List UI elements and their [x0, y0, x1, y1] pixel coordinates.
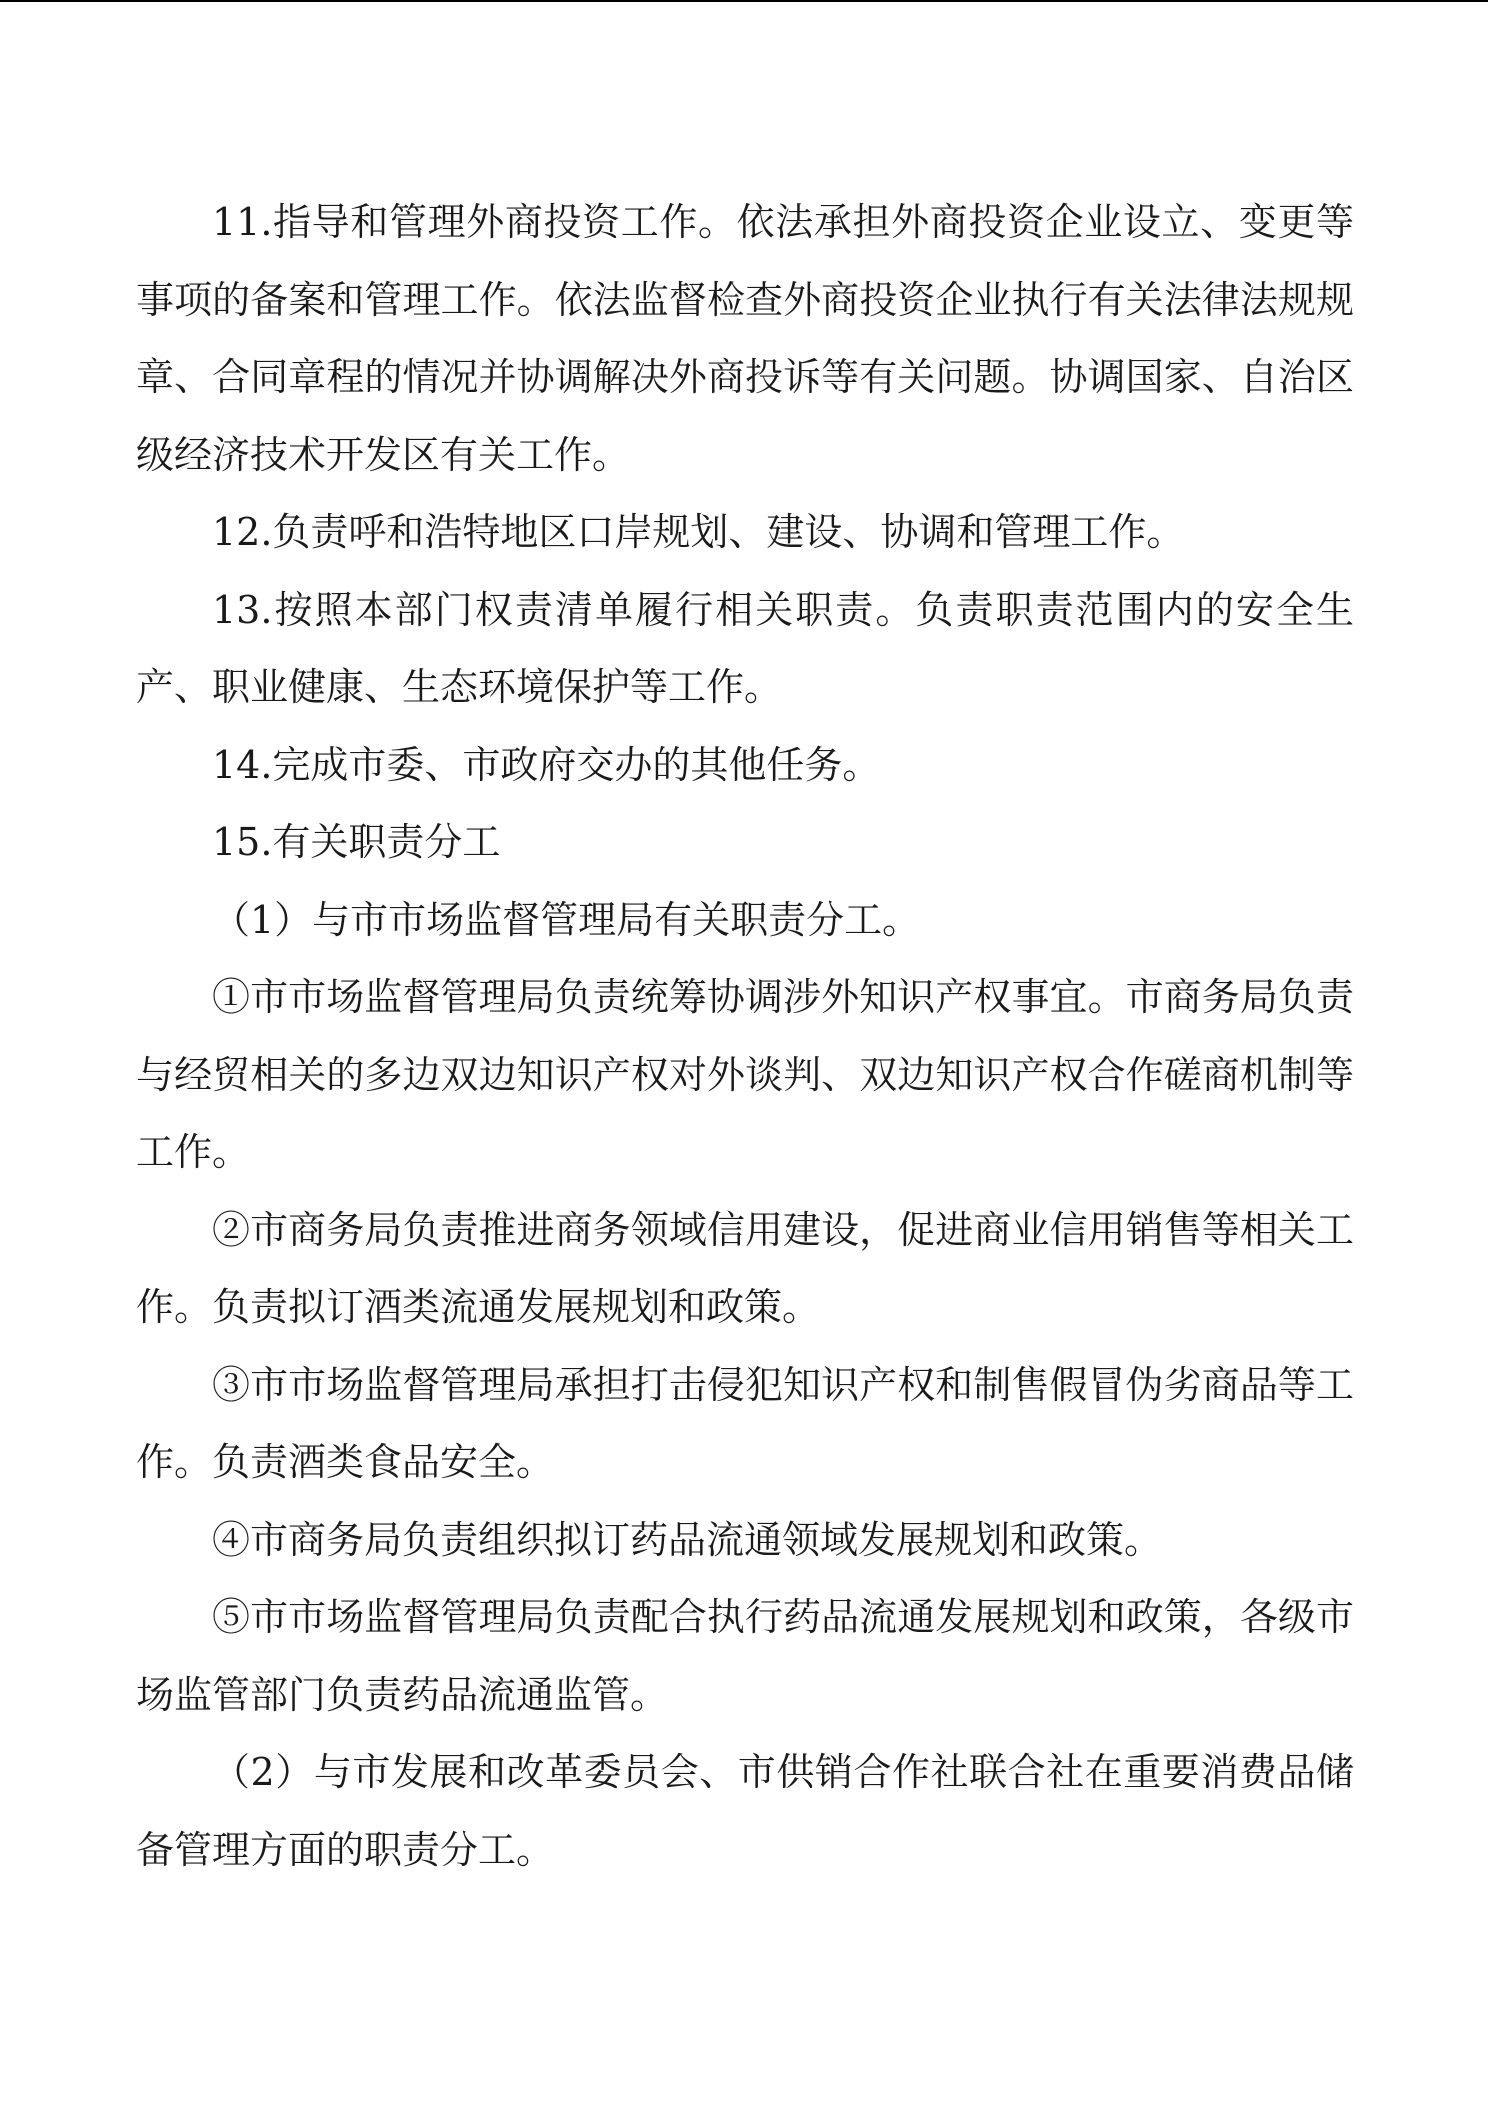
top-border-line [0, 0, 1488, 2]
paragraph-point-1: ①市市场监督管理局负责统筹协调涉外知识产权事宜。市商务局负责与经贸相关的多边双边知识产权对外谈判、双边知识产权合作磋商机制等工作。 [136, 975, 1354, 1174]
paragraph-point-5: ⑤市市场监督管理局负责配合执行药品流通发展规划和政策，各级市场监管部门负责药品流通监管。 [136, 1595, 1354, 1717]
paragraph-point-4: ④市商务局负责组织拟订药品流通领域发展规划和政策。 [212, 1517, 1163, 1562]
paragraph-item-13: 13.按照本部门权责清单履行相关职责。负责职责范围内的安全生产、职业健康、生态环境保护等工作。 [136, 587, 1354, 709]
document-body [136, 184, 1354, 1889]
paragraph-point-2: ②市商务局负责推进商务领域信用建设，促进商业信用销售等相关工作。负责拟订酒类流通发展规划和政策。 [136, 1207, 1354, 1329]
paragraph-item-15-heading: 15.有关职责分工 [212, 820, 501, 864]
paragraph-item-14: 14.完成市委、市政府交办的其他任务。 [212, 742, 881, 787]
paragraph-subsection-1: （1）与市市场监督管理局有关职责分工。 [212, 897, 921, 942]
paragraph-item-12: 12.负责呼和浩特地区口岸规划、建设、协调和管理工作。 [212, 510, 1185, 554]
paragraph-point-3: ③市市场监督管理局承担打击侵犯知识产权和制售假冒伪劣商品等工作。负责酒类食品安全。 [136, 1362, 1354, 1484]
paragraph-item-11: 11.指导和管理外商投资工作。依法承担外商投资企业设立、变更等事项的备案和管理工作。依法监督检查外商投资企业执行有关法律法规规章、合同章程的情况并协调解决外商投诉等有关问题。协调国家、自治区级经济技术开发区有关工作。 [136, 200, 1354, 477]
paragraph-subsection-2: （2）与市发展和改革委员会、市供销合作社联合社在重要消费品储备管理方面的职责分工。 [136, 1750, 1354, 1872]
